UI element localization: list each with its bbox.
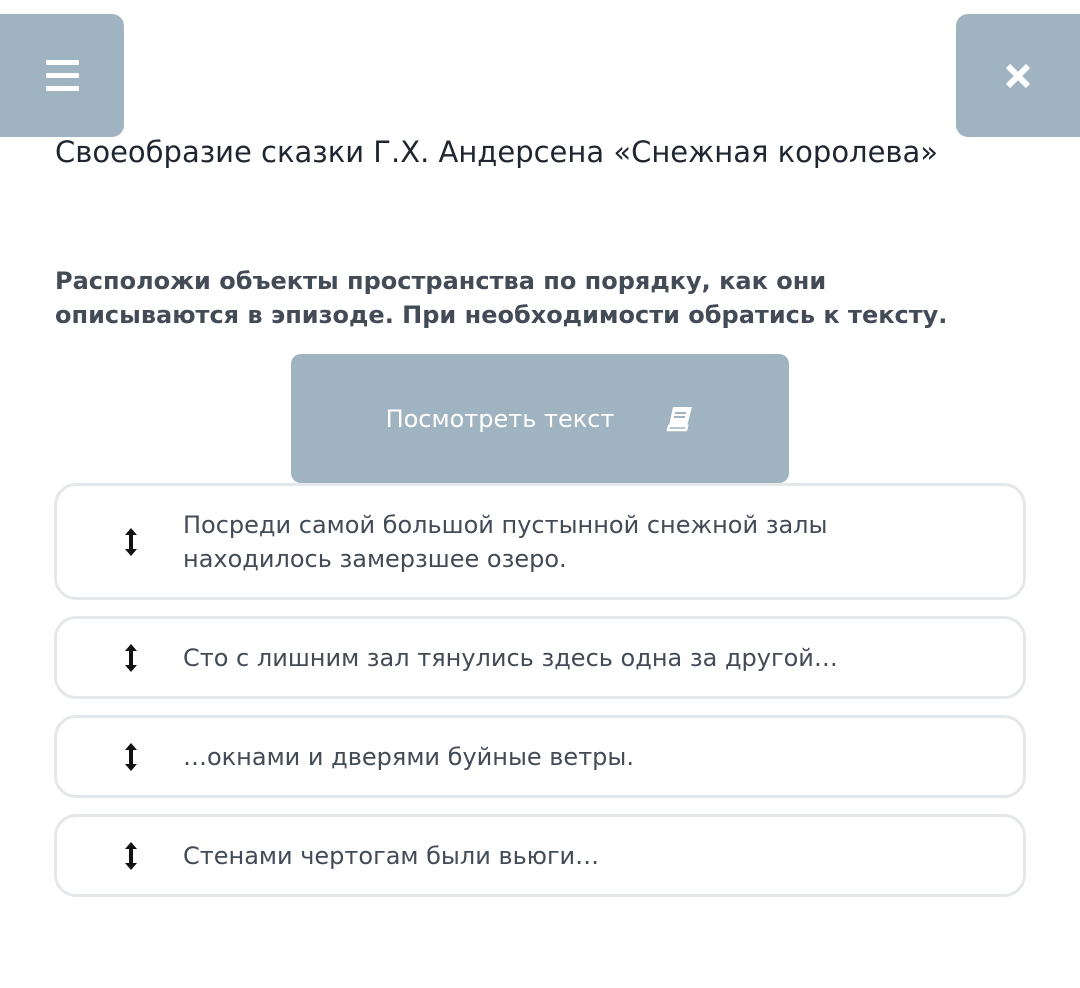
item-text: …окнами и дверями буйные ветры. (183, 742, 634, 771)
sortable-item[interactable] (54, 715, 1026, 798)
item-text: Посреди самой большой пустынной снежной залы находилось замерзшее озеро. (183, 510, 828, 573)
book-icon (666, 406, 694, 432)
item-text: Сто с лишним зал тянулись здесь одна за другой… (183, 643, 838, 672)
sortable-list (54, 483, 1026, 897)
hamburger-menu-icon (46, 60, 79, 91)
sortable-item[interactable] (54, 616, 1026, 699)
vertical-double-arrow-icon (124, 742, 138, 772)
drag-handle[interactable] (57, 841, 183, 871)
close-x-icon (1004, 62, 1032, 90)
view-text-button[interactable] (291, 354, 789, 483)
vertical-double-arrow-icon (124, 841, 138, 871)
vertical-double-arrow-icon (124, 527, 138, 557)
drag-handle[interactable] (57, 527, 183, 557)
drag-handle[interactable] (57, 643, 183, 673)
vertical-double-arrow-icon (124, 643, 138, 673)
close-button[interactable] (956, 14, 1080, 137)
sortable-item[interactable] (54, 814, 1026, 897)
menu-button[interactable] (0, 14, 124, 137)
sortable-item[interactable] (54, 483, 1026, 600)
task-instruction: Расположи объекты пространства по порядку, как они описываются в эпизоде. При необходимости обратись к тексту. (55, 267, 948, 329)
view-text-label: Посмотреть текст (385, 404, 615, 433)
item-text: Стенами чертогам были вьюги… (183, 841, 600, 870)
drag-handle[interactable] (57, 742, 183, 772)
lesson-title: Своеобразие сказки Г.Х. Андерсена «Снежная королева» (55, 135, 939, 169)
